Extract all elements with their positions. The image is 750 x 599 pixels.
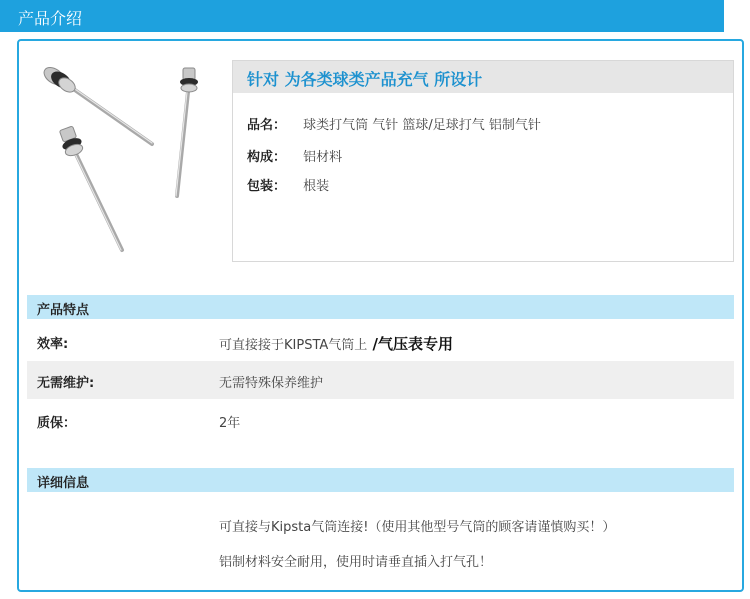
spec-label: 品名： [247,118,287,133]
detail-line: 可直接与Kipsta气筒连接!（使用其他型号气筒的顾客请谨慎购买！） [219,520,616,535]
feature-label: 效率: [37,337,69,352]
spec-row-name [247,114,541,133]
needle-1 [41,64,152,144]
feature-row-efficiency [27,322,734,360]
spec-value: 铝材料 [303,150,343,165]
feature-label: 质保： [37,416,77,431]
header-title: 产品介绍 [18,9,83,28]
feature-row-maintenance [27,361,734,399]
details-heading-bar [27,468,734,492]
features-heading: 产品特点 [37,303,90,318]
spec-row-package [247,175,329,194]
details-heading: 详细信息 [37,476,90,491]
feature-value-text: 可直接接于KIPSTA气筒上 [219,338,368,353]
spec-label: 包装： [247,179,287,194]
feature-label: 无需维护: [37,376,95,391]
detail-line: 铝制材料安全耐用，使用时请垂直插入打气孔！ [219,555,493,570]
spec-heading-bar [233,61,733,93]
spec-heading: 针对 为各类球类产品充气 所设计 [247,70,483,89]
spec-row-material [247,146,342,165]
spec-value: 根装 [303,179,330,194]
feature-value: 2年 [219,416,241,431]
feature-value [219,333,453,354]
feature-value: 无需特殊保养维护 [219,376,324,391]
product-image [24,58,224,268]
spec-label: 构成： [247,150,287,165]
needle-2 [176,68,198,196]
feature-row-warranty [27,401,734,439]
header-bar [0,0,724,32]
spec-panel [232,60,734,262]
feature-emphasis: /气压表专用 [367,335,453,353]
features-heading-bar [27,295,734,319]
needle-3 [59,126,122,250]
spec-value: 球类打气筒 气针 篮球/足球打气 铝制气针 [303,118,541,133]
